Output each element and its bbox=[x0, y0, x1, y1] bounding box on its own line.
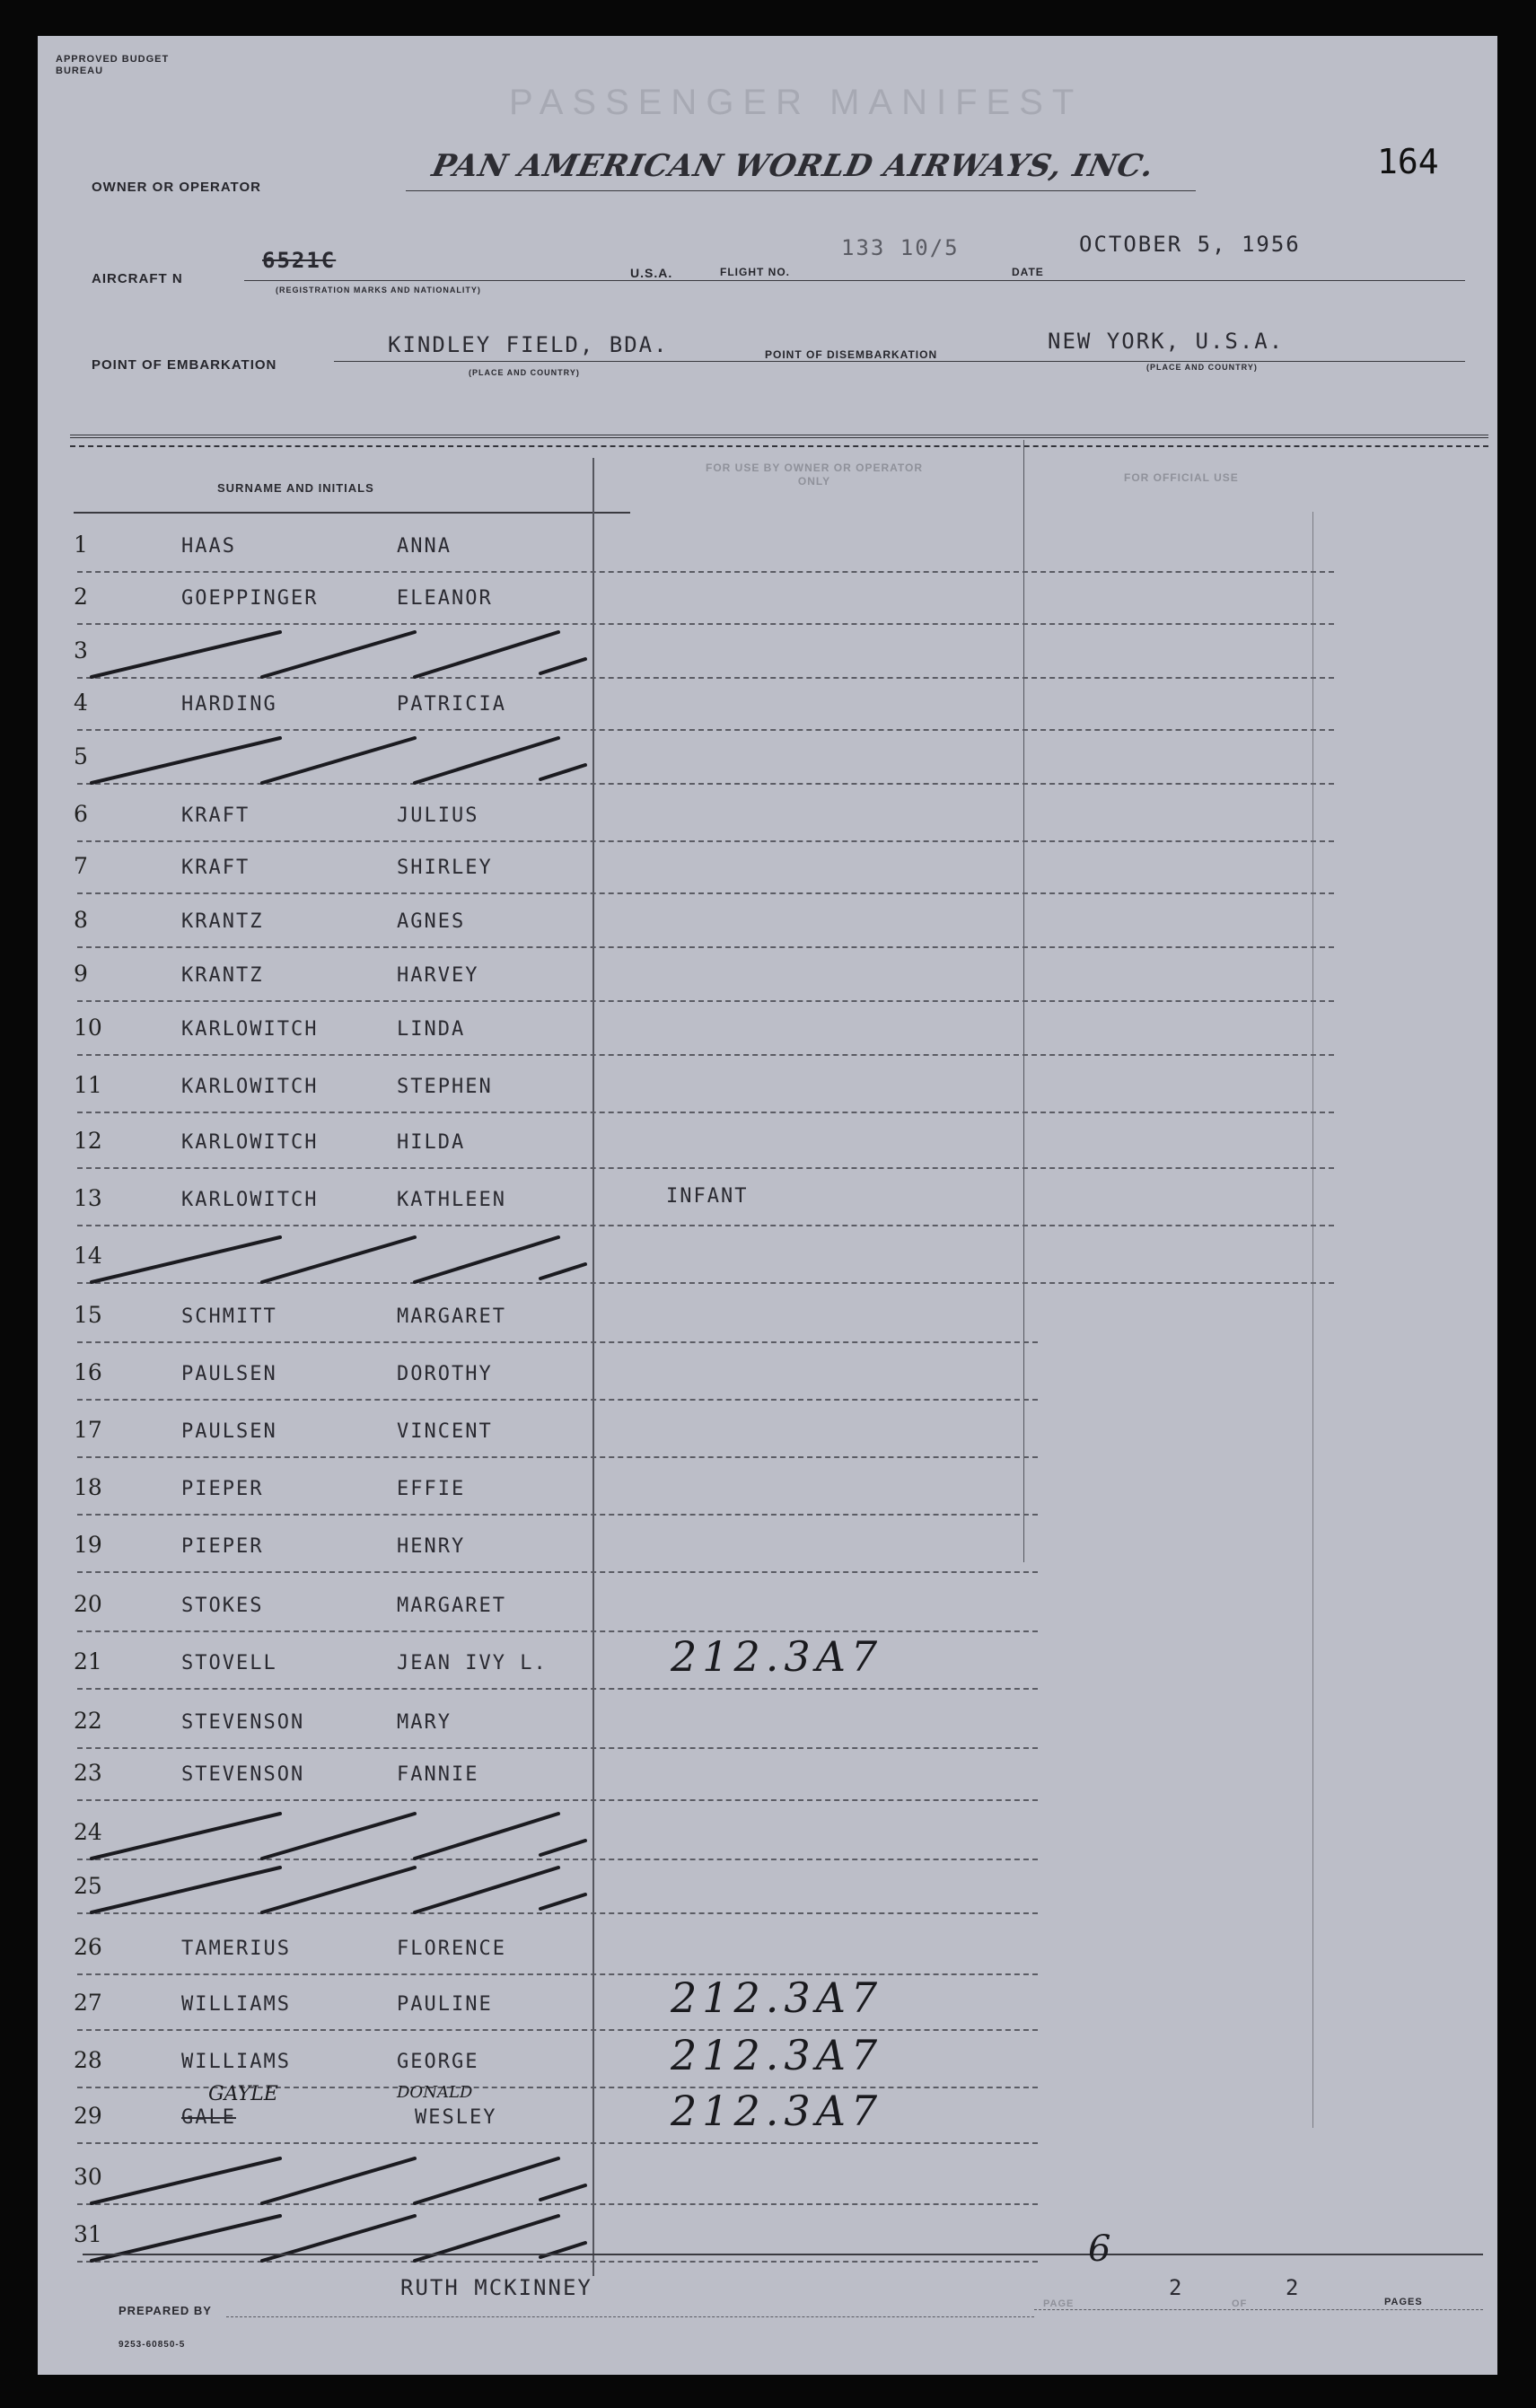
flight-value: 133 10/5 bbox=[841, 235, 960, 260]
aircraft-caption: (REGISTRATION MARKS AND NATIONALITY) bbox=[276, 286, 481, 294]
passenger-surname: STEVENSON bbox=[181, 1711, 305, 1734]
passenger-given-name: HILDA bbox=[397, 1131, 466, 1154]
void-slash bbox=[92, 1237, 280, 1282]
flight-label: FLIGHT NO. bbox=[720, 266, 790, 278]
row-number: 3 bbox=[74, 637, 88, 664]
void-slash bbox=[262, 738, 415, 783]
passenger-surname: GALE bbox=[181, 2106, 236, 2129]
row-number: 6 bbox=[74, 801, 88, 827]
passenger-surname: KARLOWITCH bbox=[181, 1018, 319, 1041]
embark-value: KINDLEY FIELD, BDA. bbox=[388, 332, 669, 357]
passenger-given-name: MARY bbox=[397, 1711, 452, 1734]
passenger-surname: HARDING bbox=[181, 693, 277, 716]
row-number: 23 bbox=[74, 1760, 102, 1786]
passenger-given-name: GEORGE bbox=[397, 2051, 479, 2073]
row-number: 14 bbox=[74, 1243, 102, 1269]
embark-caption: (PLACE AND COUNTRY) bbox=[469, 368, 580, 377]
surname-correction: GAYLE bbox=[208, 2083, 278, 2105]
row-number: 29 bbox=[74, 2103, 102, 2129]
row-number: 28 bbox=[74, 2047, 102, 2073]
void-slash bbox=[92, 1814, 280, 1859]
passenger-surname: HAAS bbox=[181, 535, 236, 558]
passenger-surname: GOEPPINGER bbox=[181, 587, 319, 610]
void-slash bbox=[92, 632, 280, 677]
passenger-surname: PAULSEN bbox=[181, 1420, 277, 1443]
row-number: 27 bbox=[74, 1990, 102, 2016]
prepared-value: RUTH MCKINNEY bbox=[400, 2275, 592, 2300]
passenger-surname: PAULSEN bbox=[181, 1363, 277, 1385]
table-bottom-rule bbox=[83, 2254, 1483, 2255]
col-owner-header: FOR USE BY OWNER OR OPERATOR ONLY bbox=[705, 461, 924, 488]
passenger-given-name: JEAN IVY L. bbox=[397, 1652, 548, 1674]
passenger-given-name: VINCENT bbox=[397, 1420, 493, 1443]
aircraft-value: 6521C bbox=[262, 248, 337, 273]
col-name-header: SURNAME AND INITIALS bbox=[217, 481, 374, 495]
pages-label: PAGES bbox=[1384, 2297, 1423, 2307]
void-slash bbox=[540, 659, 585, 673]
void-slash bbox=[415, 738, 558, 783]
void-slash bbox=[262, 1868, 415, 1912]
row-number: 11 bbox=[74, 1072, 102, 1098]
passenger-surname: KRANTZ bbox=[181, 910, 264, 933]
passenger-given-name: LINDA bbox=[397, 1018, 466, 1041]
passenger-given-name: FLORENCE bbox=[397, 1938, 506, 1960]
row-number: 10 bbox=[74, 1015, 102, 1041]
void-slash bbox=[92, 738, 280, 783]
manifest-page bbox=[38, 36, 1497, 2375]
void-slash bbox=[262, 632, 415, 677]
prepared-underline bbox=[226, 2316, 1034, 2317]
void-slash bbox=[415, 2158, 558, 2203]
tally-mark: 6 bbox=[1088, 2228, 1111, 2270]
passenger-given-name: PAULINE bbox=[397, 1993, 493, 2016]
row-number: 24 bbox=[74, 1819, 102, 1845]
given-name-correction: DONALD bbox=[397, 2083, 473, 2102]
row-number: 20 bbox=[74, 1591, 102, 1617]
owner-note: INFANT bbox=[666, 1185, 749, 1208]
passenger-surname: KARLOWITCH bbox=[181, 1076, 319, 1098]
handwritten-code: 212.3A7 bbox=[671, 2031, 883, 2079]
row-number: 9 bbox=[74, 961, 88, 987]
passenger-surname: KARLOWITCH bbox=[181, 1131, 319, 1154]
of-value: 2 bbox=[1286, 2275, 1301, 2300]
usa-label: U.S.A. bbox=[630, 266, 673, 280]
row-number: 16 bbox=[74, 1359, 102, 1385]
void-slash bbox=[262, 2158, 415, 2203]
passenger-surname: STEVENSON bbox=[181, 1763, 305, 1786]
void-slash bbox=[540, 1894, 585, 1909]
airline-name: PAN AMERICAN WORLD AIRWAYS, INC. bbox=[428, 148, 1158, 184]
row-number: 2 bbox=[74, 584, 88, 610]
passenger-given-name: STEPHEN bbox=[397, 1076, 493, 1098]
passenger-given-name: WESLEY bbox=[415, 2106, 497, 2129]
row-number: 19 bbox=[74, 1532, 102, 1558]
row-number: 17 bbox=[74, 1417, 102, 1443]
void-slash bbox=[92, 1868, 280, 1912]
row-number: 15 bbox=[74, 1302, 102, 1328]
passenger-surname: PIEPER bbox=[181, 1535, 264, 1558]
passenger-surname: PIEPER bbox=[181, 1478, 264, 1500]
passenger-surname: WILLIAMS bbox=[181, 2051, 291, 2073]
form-title: PASSENGER MANIFEST bbox=[509, 83, 1084, 122]
col-official-header: FOR OFFICIAL USE bbox=[1124, 471, 1239, 484]
handwritten-code: 212.3A7 bbox=[671, 1973, 883, 2022]
page-number: 164 bbox=[1377, 142, 1439, 181]
passenger-surname: STOVELL bbox=[181, 1652, 277, 1674]
passenger-surname: KRAFT bbox=[181, 804, 250, 827]
passenger-given-name: KATHLEEN bbox=[397, 1189, 506, 1211]
form-code: 9253-60850-5 bbox=[118, 2340, 186, 2350]
embark-label: POINT OF EMBARKATION bbox=[92, 357, 277, 373]
passenger-given-name: JULIUS bbox=[397, 804, 479, 827]
handwritten-code: 212.3A7 bbox=[671, 2087, 883, 2135]
void-slash bbox=[92, 2158, 280, 2203]
passenger-surname: TAMERIUS bbox=[181, 1938, 291, 1960]
passenger-given-name: HARVEY bbox=[397, 964, 479, 987]
row-number: 4 bbox=[74, 690, 88, 716]
void-slash bbox=[415, 1868, 558, 1912]
row-number: 30 bbox=[74, 2164, 102, 2190]
row-number: 12 bbox=[74, 1128, 102, 1154]
page-label: PAGE bbox=[1043, 2298, 1075, 2309]
void-slash bbox=[262, 1814, 415, 1859]
page-value: 2 bbox=[1169, 2275, 1184, 2300]
row-number: 1 bbox=[74, 532, 88, 558]
date-value: OCTOBER 5, 1956 bbox=[1079, 232, 1301, 257]
disembark-value: NEW YORK, U.S.A. bbox=[1048, 329, 1285, 354]
row-number: 8 bbox=[74, 907, 88, 933]
row-number: 21 bbox=[74, 1648, 102, 1674]
passenger-given-name: EFFIE bbox=[397, 1478, 466, 1500]
passenger-given-name: PATRICIA bbox=[397, 693, 506, 716]
passenger-given-name: AGNES bbox=[397, 910, 466, 933]
row-number: 26 bbox=[74, 1934, 102, 1960]
passenger-given-name: DOROTHY bbox=[397, 1363, 493, 1385]
row-number: 5 bbox=[74, 743, 88, 769]
passenger-given-name: HENRY bbox=[397, 1535, 466, 1558]
row-number: 18 bbox=[74, 1474, 102, 1500]
passenger-surname: STOKES bbox=[181, 1595, 264, 1617]
row-number: 22 bbox=[74, 1708, 102, 1734]
passenger-given-name: MARGARET bbox=[397, 1595, 506, 1617]
void-slash bbox=[540, 1264, 585, 1279]
passenger-given-name: FANNIE bbox=[397, 1763, 479, 1786]
passenger-given-name: MARGARET bbox=[397, 1305, 506, 1328]
passenger-surname: SCHMITT bbox=[181, 1305, 277, 1328]
void-slashes bbox=[38, 36, 1497, 2375]
passenger-surname: KRANTZ bbox=[181, 964, 264, 987]
disembark-caption: (PLACE AND COUNTRY) bbox=[1146, 363, 1258, 372]
handwritten-code: 212.3A7 bbox=[671, 1632, 883, 1681]
passenger-surname: KRAFT bbox=[181, 857, 250, 879]
void-slash bbox=[415, 632, 558, 677]
aircraft-label: AIRCRAFT N bbox=[92, 271, 183, 286]
owner-label: OWNER OR OPERATOR bbox=[92, 180, 261, 195]
prepared-label: PREPARED BY bbox=[118, 2304, 212, 2317]
row-number: 31 bbox=[74, 2221, 102, 2247]
passenger-surname: WILLIAMS bbox=[181, 1993, 291, 2016]
row-number: 25 bbox=[74, 1873, 102, 1899]
row-number: 13 bbox=[74, 1185, 102, 1211]
passenger-given-name: ELEANOR bbox=[397, 587, 493, 610]
disembark-label: POINT OF DISEMBARKATION bbox=[765, 348, 938, 361]
void-slash bbox=[415, 1814, 558, 1859]
page-underline bbox=[1034, 2309, 1483, 2310]
of-label: OF bbox=[1232, 2298, 1248, 2309]
date-label: DATE bbox=[1012, 266, 1044, 278]
passenger-given-name: ANNA bbox=[397, 535, 452, 558]
row-number: 7 bbox=[74, 853, 88, 879]
void-slash bbox=[262, 1237, 415, 1282]
passenger-given-name: SHIRLEY bbox=[397, 857, 493, 879]
void-slash bbox=[415, 1237, 558, 1282]
void-slash bbox=[540, 1841, 585, 1855]
void-slash bbox=[540, 765, 585, 779]
void-slash bbox=[540, 2185, 585, 2200]
approved-stamp: APPROVED BUDGET BUREAU bbox=[56, 54, 170, 76]
passenger-surname: KARLOWITCH bbox=[181, 1189, 319, 1211]
